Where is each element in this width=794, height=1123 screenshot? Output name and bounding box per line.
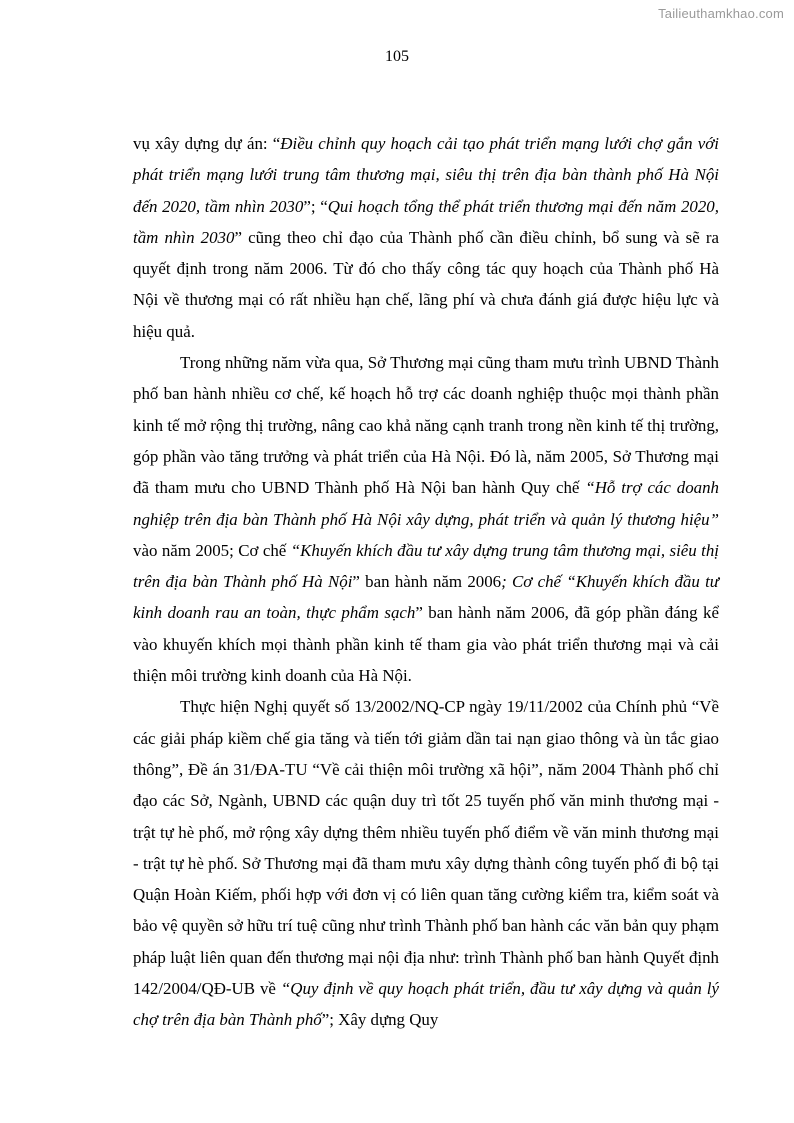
p2-text-c: vào năm 2005; Cơ chế bbox=[133, 540, 291, 560]
paragraph-1 bbox=[133, 128, 719, 347]
p2-italic-d: “Khuyến khích đầu tư xây dựng trung tâm thương mại, siêu thị trên địa bàn Thành phố Hà Nội bbox=[133, 540, 719, 592]
p2-italic-b: “Hỗ trợ các doanh nghiệp trên địa bàn Thành phố Hà Nội xây dựng, phát triển và quản lý thương hiệu” bbox=[133, 478, 720, 529]
p1-text-a: vụ xây dựng dự án: “ bbox=[133, 134, 281, 153]
p3-text-c: ”; Xây dựng Quy bbox=[321, 1010, 439, 1030]
watermark-text: Tailieuthamkhao.com bbox=[658, 6, 784, 21]
p1-italic-d: Qui hoạch tổng thể phát triển thương mại đến năm 2020, tầm nhìn 2030 bbox=[133, 196, 719, 247]
paragraph-3 bbox=[133, 691, 719, 1035]
p2-text-a: Trong những năm vừa qua, Sở Thương mại cũng tham mưu trình UBND Thành phố ban hành nhiều cơ chế, kế hoạch hỗ trợ các doanh nghiệp thuộc mọi thành phần kinh tế mở rộng thị trường, nâng cao khả năng cạnh tranh trong nền kinh tế thị trường, góp phần vào tăng trưởng và phát triển của Hà Nội. Đó là, năm 2005, Sở Thương mại đã tham mưu cho UBND Thành phố Hà Nội ban hành Quy chế bbox=[133, 353, 719, 498]
p3-text-a: Thực hiện Nghị quyết số 13/2002/NQ-CP ngày 19/11/2002 của Chính phủ “Về các giải pháp kiềm chế gia tăng và tiến tới giảm dần tai nạn giao thông và ùn tắc giao thông”, Đề án 31/ĐA-TU “Về cải thiện môi trường xã hội”, năm 2004 Thành phố chỉ đạo các Sở, Ngành, UBND các quận duy trì tốt 25 tuyến phố văn minh thương mại - trật tự hè phố, mở rộng xây dựng thêm nhiều tuyến phố điểm về văn minh thương mại - trật tự hè phố. Sở Thương mại đã tham mưu xây dựng thành công tuyến phố đi bộ tại Quận Hoàn Kiếm, phối hợp với đơn vị có liên quan tăng cường kiểm tra, kiểm soát và bảo vệ quyền sở hữu trí tuệ cũng như trình Thành phố ban hành các văn bản quy phạm pháp luật liên quan đến thương mại nội địa như: trình Thành phố ban hành Quyết định 142/2004/QĐ-UB về bbox=[133, 697, 719, 999]
document-body bbox=[133, 128, 719, 1036]
p1-text-e: ” cũng theo chỉ đạo của Thành phố cần điều chỉnh, bổ sung và sẽ ra quyết định trong năm 2006. Từ đó cho thấy công tác quy hoạch của Thành phố Hà Nội về thương mại có rất nhiều hạn chế, lãng phí và chưa đánh giá được hiệu lực và hiệu quả. bbox=[133, 227, 719, 341]
p2-italic-f: ; Cơ chế bbox=[501, 572, 567, 592]
p2-italic-g: “Khuyến khích đầu tư kinh doanh rau an toàn, thực phẩm sạch bbox=[133, 572, 719, 623]
p2-text-e: ” ban hành năm 2006 bbox=[352, 572, 502, 592]
p3-italic-b: “Quy định về quy hoạch phát triển, đầu tư xây dựng và quản lý chợ trên địa bàn Thành phố bbox=[133, 979, 719, 1030]
p1-text-c: ”; “ bbox=[303, 196, 328, 216]
paragraph-2 bbox=[133, 347, 719, 691]
p1-italic-b: Điều chỉnh quy hoạch cải tạo phát triển mạng lưới chợ gắn với phát triển mạng lưới trung tâm thương mại, siêu thị trên địa bàn thành phố Hà Nội đến 2020, tầm nhìn 2030 bbox=[133, 134, 719, 216]
p2-text-h: ” ban hành năm 2006, đã góp phần đáng kể vào khuyến khích mọi thành phần kinh tế tham gia vào phát triển thương mại và cải thiện môi trường kinh doanh của Hà Nội. bbox=[133, 603, 719, 686]
page-number: 105 bbox=[385, 48, 409, 65]
